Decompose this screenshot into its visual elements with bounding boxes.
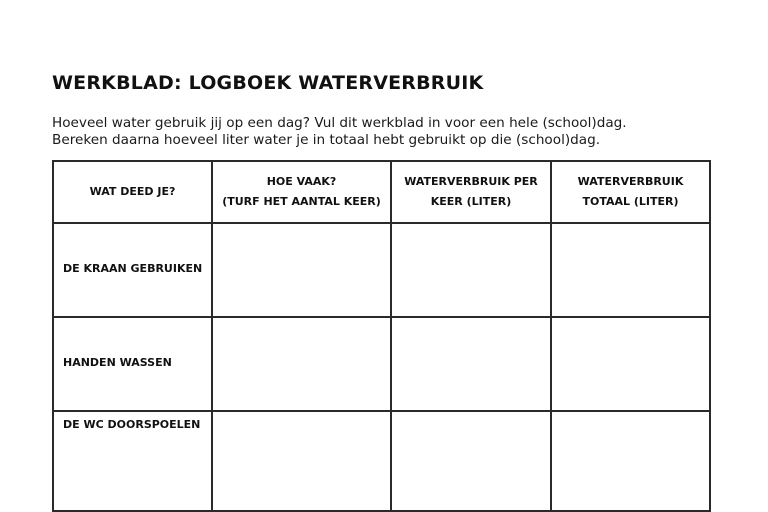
intro-text [52, 115, 627, 149]
row-activity-label: DE KRAAN GEBRUIKEN [63, 261, 203, 275]
water-log-table [52, 160, 711, 512]
intro-line-2: Bereken daarna hoeveel liter water je in totaal hebt gebruikt op die (school)dag. [52, 132, 601, 148]
header-total-line1: WATERVERBRUIK [577, 175, 684, 188]
table-row [53, 411, 710, 511]
row-total-cell[interactable] [551, 223, 710, 317]
row-count-cell[interactable] [212, 223, 391, 317]
row-activity [53, 411, 212, 511]
row-per-time-cell[interactable] [391, 411, 551, 511]
table-row [53, 317, 710, 411]
row-per-time-cell[interactable] [391, 223, 551, 317]
row-activity-label: DE WC DOORSPOELEN [63, 418, 201, 431]
table-row [53, 223, 710, 317]
header-activity-label: WAT DEED JE? [89, 185, 176, 198]
row-per-time-cell[interactable] [391, 317, 551, 411]
header-per-time-line2: KEER (LITER) [430, 195, 512, 208]
header-activity [53, 161, 212, 223]
header-per-time-line1: WATERVERBRUIK PER [404, 175, 538, 188]
row-count-cell[interactable] [212, 411, 391, 511]
header-total [551, 161, 710, 223]
header-count [212, 161, 391, 223]
row-total-cell[interactable] [551, 317, 710, 411]
row-count-cell[interactable] [212, 317, 391, 411]
row-activity [53, 223, 212, 317]
header-per-time [391, 161, 551, 223]
worksheet-title: WERKBLAD: LOGBOEK WATERVERBRUIK [52, 72, 484, 94]
intro-line-1: Hoeveel water gebruik jij op een dag? Vul dit werkblad in voor een hele (school)dag. [52, 115, 627, 131]
header-total-line2: TOTAAL (LITER) [582, 195, 679, 208]
header-count-line1: HOE VAAK? [266, 175, 337, 188]
row-total-cell[interactable] [551, 411, 710, 511]
header-count-line2: (TURF HET AANTAL KEER) [222, 195, 381, 208]
table-header-row [53, 161, 710, 223]
row-activity [53, 317, 212, 411]
row-activity-label: HANDEN WASSEN [63, 355, 172, 369]
